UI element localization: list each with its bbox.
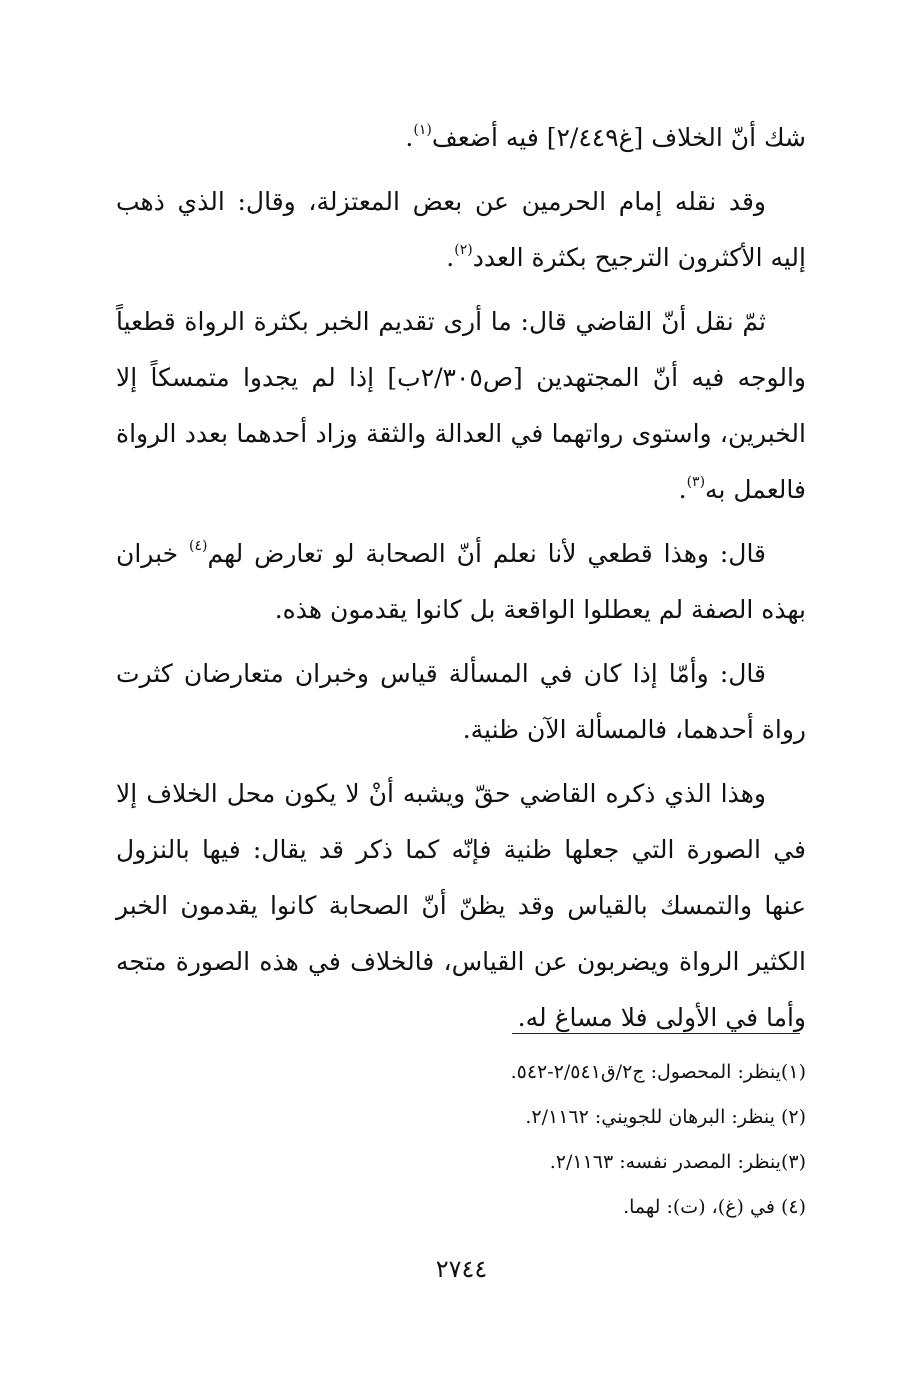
page-number: ٢٧٤٤ [435, 1255, 488, 1283]
footnote-2: (٢) ينظر: البرهان للجويني: ٢/١١٦٢. [525, 1106, 806, 1128]
paragraph-5 [116, 646, 806, 758]
paragraph-text: ثمّ نقل أنّ القاضي قال: ما أرى تقديم الخبر بكثرة الرواة قطعياً والوجه فيه أنّ المجتهدين [ص٢/٣٠٥ب] إذا لم يجدوا متمسكاً إلا الخبرين، واستوى رواتهما في العدالة والثقة وزاد أحدهما بعدد الرواة فالعمل به [116, 307, 806, 504]
paragraph-text: قال: وهذا قطعي لأنا نعلم أنّ الصحابة لو تعارض لهم [207, 539, 767, 568]
footnote-separator [512, 1033, 800, 1034]
paragraph-text: قال: وأمّا إذا كان في المسألة قياس وخبران متعارضان كثرت رواة أحدهما، فالمسألة الآن ظنية. [116, 659, 806, 744]
paragraph-2 [116, 174, 806, 286]
footnote-3: (٣)ينظر: المصدر نفسه: ٢/١١٦٣. [549, 1151, 806, 1173]
paragraph-4 [116, 526, 806, 638]
footnote-marker: (١) [413, 122, 432, 138]
footnote-1: (١)ينظر: المحصول: ج٢/ق٢/٥٤١-٥٤٢. [510, 1061, 806, 1083]
paragraph-end: . [678, 475, 687, 504]
paragraph-end: . [405, 123, 414, 152]
paragraph-3 [116, 294, 806, 518]
footnotes [116, 1050, 806, 1230]
footnote-4: (٤) في (غ)، (ت): لهما. [623, 1196, 806, 1218]
paragraph-1 [116, 110, 806, 166]
paragraph-text: وهذا الذي ذكره القاضي حقّ ويشبه أنْ لا يكون محل الخلاف إلا في الصورة التي جعلها ظنية فإنّه كما ذكر قد يقال: فيها بالنزول عنها والتمسك بالقياس وقد يظنّ أنّ الصحابة كانوا يقدمون الخبر الكثير الرواة ويضربون عن القياس، فالخلاف في هذه الصورة متجه وأما في الأولى فلا مساغ له. [116, 779, 806, 1032]
paragraph-6 [116, 766, 806, 1046]
paragraph-text-continued: خبران بهذه الصفة لم يعطلوا الواقعة بل كانوا يقدمون هذه. [116, 539, 806, 624]
footnote-marker: (٢) [454, 242, 473, 258]
paragraph-text: وقد نقله إمام الحرمين عن بعض المعتزلة، وقال: الذي ذهب إليه الأكثرون الترجيح بكثرة العدد [116, 187, 806, 272]
footnote-marker: (٣) [686, 474, 706, 490]
footnote-marker: (٤) [189, 538, 208, 554]
paragraph-end: . [446, 243, 455, 272]
paragraph-text: شك أنّ الخلاف [غ٢/٤٤٩] فيه أضعف [431, 123, 806, 152]
main-text [116, 110, 806, 1054]
